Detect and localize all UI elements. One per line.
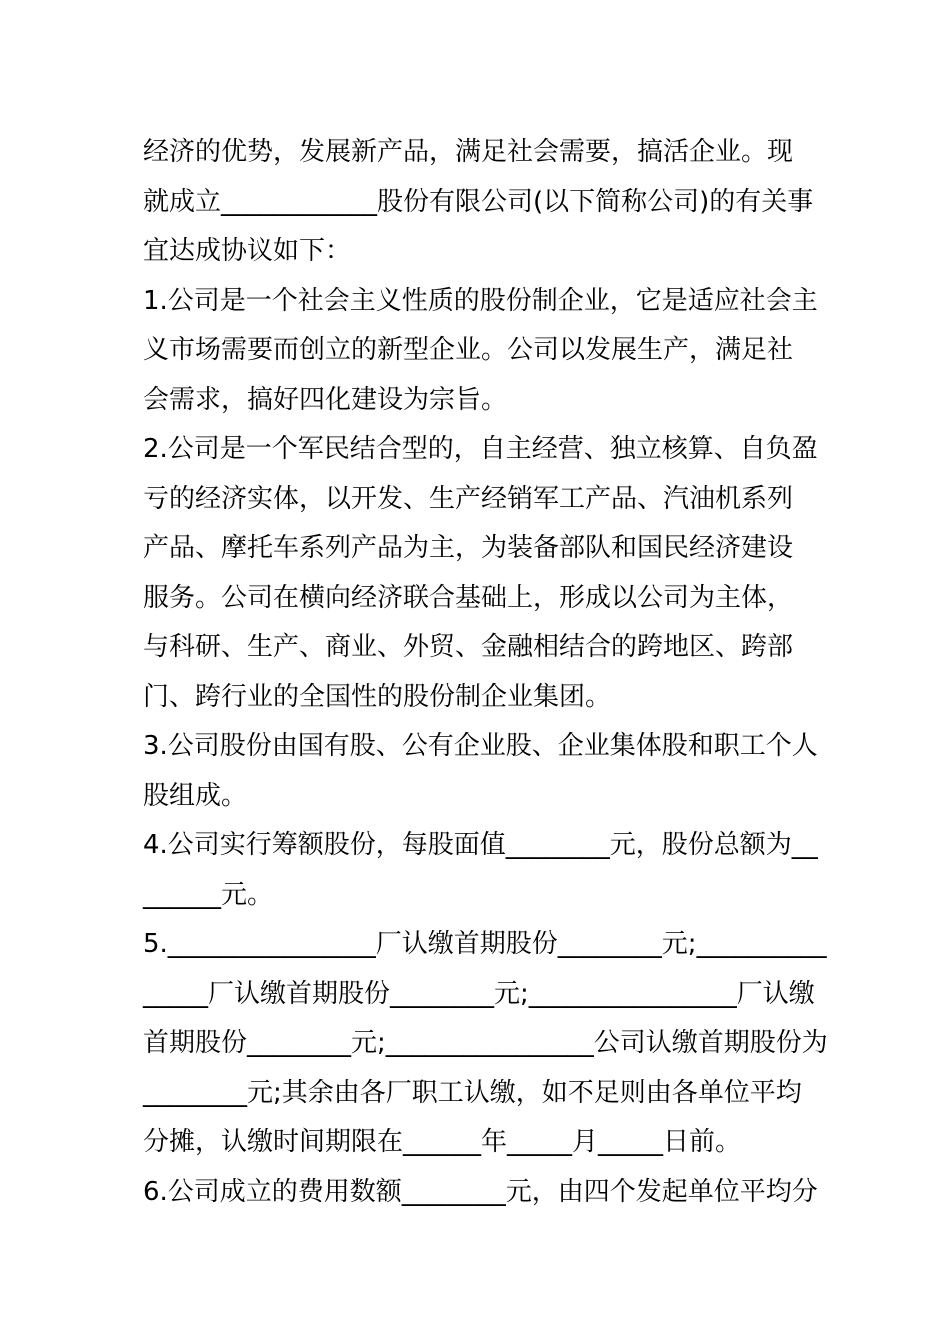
document-body bbox=[143, 128, 828, 1217]
text-line: 2.公司是一个军民结合型的，自主经营、独立核算、自负盈 bbox=[143, 434, 818, 464]
text-line: 产品、摩托车系列产品为主，为装备部队和国民经济建设 bbox=[143, 533, 794, 563]
text-line: 首期股份________元;________________公司认缴首期股份为 bbox=[143, 1028, 828, 1058]
text-line: 会需求，搞好四化建设为宗旨。 bbox=[143, 384, 508, 415]
text-line: 亏的经济实体，以开发、生产经销军工产品、汽油机系列 bbox=[143, 483, 794, 514]
text-line: 分摊，认缴时间期限在______年_____月_____日前。 bbox=[143, 1127, 742, 1157]
text-line: 5.________________厂认缴首期股份________元;__________ bbox=[143, 929, 827, 959]
text-line: _____厂认缴首期股份________元;________________厂认缴 bbox=[143, 978, 815, 1009]
text-line: ________元;其余由各厂职工认缴，如不足则由各单位平均 bbox=[143, 1077, 802, 1108]
text-line: 与科研、生产、商业、外贸、金融相结合的跨地区、跨部 bbox=[143, 632, 794, 662]
text-line: 门、跨行业的全国性的股份制企业集团。 bbox=[143, 681, 612, 712]
text-line: 就成立____________股份有限公司(以下简称公司)的有关事 bbox=[143, 186, 814, 217]
text-line: 宜达成协议如下： bbox=[143, 236, 352, 266]
text-line: 义市场需要而创立的新型企业。公司以发展生产，满足社 bbox=[143, 335, 794, 365]
text-line: 1.公司是一个社会主义性质的股份制企业，它是适应社会主 bbox=[143, 285, 818, 316]
text-line: 股组成。 bbox=[143, 780, 248, 811]
text-line: 6.公司成立的费用数额________元，由四个发起单位平均分 bbox=[143, 1176, 818, 1207]
text-line: 服务。公司在横向经济联合基础上，形成以公司为主体， bbox=[143, 582, 794, 613]
text-line: ______元。 bbox=[143, 879, 274, 910]
text-line: 经济的优势，发展新产品，满足社会需要，搞活企业。现 bbox=[143, 137, 794, 167]
text-line: 3.公司股份由国有股、公有企业股、企业集体股和职工个人 bbox=[143, 731, 818, 761]
text-line: 4.公司实行筹额股份，每股面值________元，股份总额为__ bbox=[143, 830, 818, 860]
